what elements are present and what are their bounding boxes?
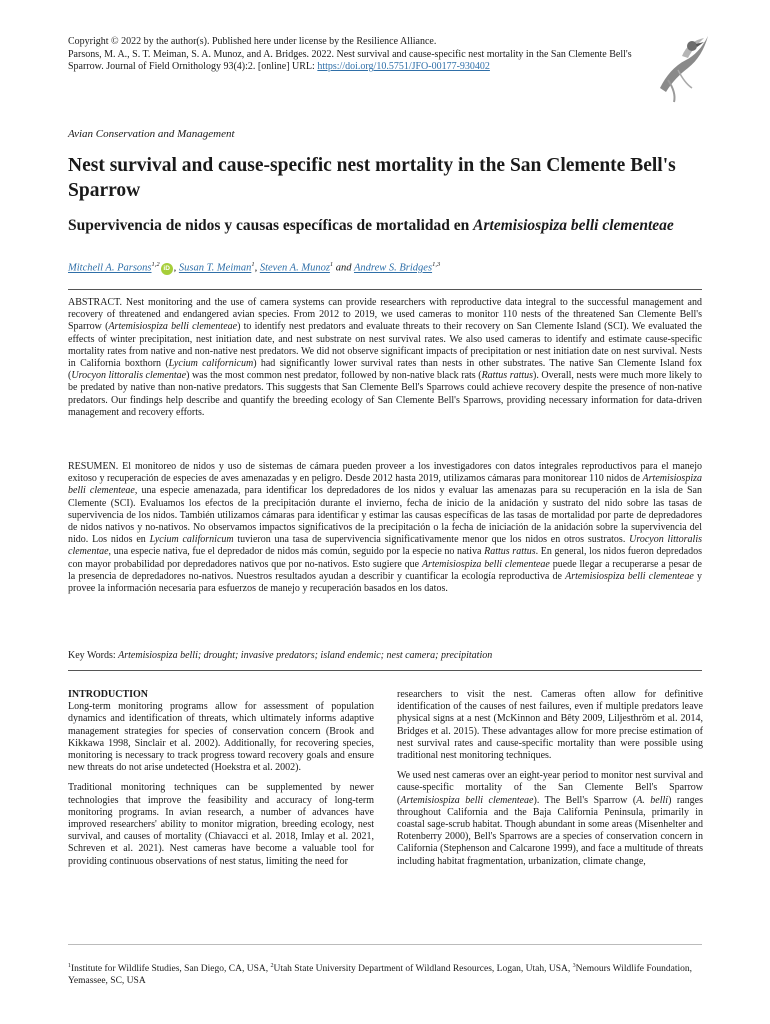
affiliation-marker: 2 [270, 963, 274, 969]
resumen-text: puede llegar a recuperarse a pesar de la presencia de depredadores no-nativos. Nuestros resultados ayudan a describir y cuantificar la ecología reproductiva de [68, 558, 702, 582]
author-affiliation: 1 [329, 261, 334, 268]
author-affiliation: 1,3 [432, 261, 441, 268]
author-name[interactable]: Susan T. Meiman [178, 262, 252, 274]
resumen-text: tuvieron una tasa de supervivencia significativamente menor que los nidos en otros sustratos. [233, 534, 630, 546]
abstract-text: Nest monitoring and the use of camera systems can provide researchers with reproductive data integral to the successful management and recovery of threatened and endangered avian species. From 2012 to 2019, we used cameras to monitor 110 nests of the threatened San Clemente Bell's Sparrow ( [68, 297, 702, 333]
species-name: A. belli [636, 794, 669, 806]
species-name: Urocyon littoralis clementae [68, 534, 702, 558]
body-column-right [397, 689, 703, 876]
doi-link[interactable]: https://doi.org/10.5751/JFO-00177-930402 [317, 61, 490, 73]
affiliation-text: Utah State University Department of Wildland Resources, Logan, Utah, USA, [273, 964, 573, 975]
affiliation-marker: 3 [572, 963, 576, 969]
article-title: Nest survival and cause-specific nest mortality in the San Clemente Bell's Sparrow [68, 155, 676, 201]
divider [68, 289, 702, 290]
affiliations-footnote [68, 960, 702, 987]
resumen-label: RESUMEN. [68, 461, 119, 472]
author-name[interactable]: Mitchell A. Parsons [68, 262, 152, 274]
body-column-left [68, 689, 374, 876]
section-heading: INTRODUCTION [68, 689, 149, 700]
affiliation-text: Institute for Wildlife Studies, San Diego, CA, USA, [71, 964, 271, 975]
author-name[interactable]: Andrew S. Bridges [353, 262, 433, 274]
species-name: Artemisiospiza belli clementeae [108, 321, 238, 333]
keywords-text: Artemisiospiza belli; drought; invasive predators; island endemic; nest camera; precipitation [118, 650, 493, 661]
subtitle-species: Artemisiospiza belli clementeae [473, 217, 674, 234]
body-text: We used nest cameras over an eight-year period to monitor nest survival and cause-specific mortality of the San Clemente Bell's Sparrow ( [397, 770, 703, 806]
resumen-text: , una especie nativa, fue el depredador de nidos más común, seguido por la especie no nativa [108, 546, 485, 558]
subtitle-prefix: Supervivencia de nidos y causas específicas de mortalidad en [68, 217, 474, 234]
species-name: Rattus rattus [484, 546, 536, 558]
body-paragraph: researchers to visit the nest. Cameras often allow for definitive identification of the causes of nest failures, even if multiple predators leave physical signs at a nest (McKinnon and Bêty 2009, Liljesthröm et al. 2014, Bridges et al. 2015). These advantages allow for more precise estimation of nest survival rates and cause-specific mortality than were possible using traditional nest monitoring techniques. [397, 689, 703, 762]
species-name: Urocyon littoralis clementae [71, 370, 187, 382]
orcid-icon[interactable]: iD [161, 263, 173, 275]
species-name: Artemisiospiza belli clementeae [565, 570, 694, 582]
resumen-text: El monitoreo de nidos y uso de sistemas de cámara pueden proveer a los investigadores con datos integrales reproductivos para el manejo exitoso y recuperación de especies de aves amenazadas y en peligro. Desde 2012 hasta 2019, utilizamos cámaras para monitorear 110 nidos de [68, 461, 702, 485]
body-paragraph: Traditional monitoring techniques can be supplemented by newer technologies that improve the feasibility and accuracy of long-term monitoring programs. In avian research, a number of advances have improved researchers' ability to monitor migration, breeding ecology, nest survival, and causes of mortality (Chiavacci et al. 2018, Imlay et al. 2021, Schreven et al. 2021). Nest cameras have become a valuable tool for providing continuous observations of nest status, limiting the need for [68, 782, 374, 867]
species-name: Artemisiospiza belli clementeae [421, 558, 550, 570]
affiliation-marker: 1 [68, 963, 71, 969]
body-text: ) ranges throughout California and the Baja California Peninsula, primarily in coastal sage-scrub habitat. Though abundant in some areas (Misenhelter and Rotenberry 2000), Bell's Sparrows are a species of conservation concern in California (Stephenson and Calcarone 1999), and face a multitude of threats including habitat fragmentation, urbanization, climate change, [397, 794, 703, 867]
resumen [68, 461, 702, 595]
journal-bird-logo [652, 26, 714, 104]
species-name: Lycium californicum [149, 534, 234, 546]
species-name: Lycium californicum [168, 358, 254, 370]
copyright-line: Copyright © 2022 by the author(s). Published here under license by the Resilience Alliance. [68, 36, 437, 47]
citation-text: Parsons, M. A., S. T. Meiman, S. A. Munoz, and A. Bridges. 2022. Nest survival and cause-specific nest mortality in the San Clemente Bell's Sparrow. Journal of Field Ornithology 93(4):2. [online] URL: [68, 48, 632, 73]
abstract-text: ). Overall, nests were much more likely to be predated by native than non-native predators. This suggests that San Clemente Bell's Sparrows could achieve recovery despite the presence of non-native predators. Our findings help describe and quantify the breeding ecology of San Clemente Bell's Sparrows, providing necessary information for data-driven management and recovery efforts. [68, 370, 703, 418]
copyright-header [68, 36, 648, 74]
resumen-text: , una especie amenazada, para identificar los depredadores de los nidos y evaluar las amenazas para su recuperación en la isla de San Clemente (SCI). Evaluamos los efectos de la precipitación durante el invierno, fecha de inicio de la anidación y sustrato del nido sobre las tasas de supervivencia de los nidos. También utilizamos cámaras para identificar y estimar las causas específicas de las tasas de mortalidad por parte de depredadores de nidos nativos y no-nativos. No observamos impactos significativos de la precipitación o la fecha de iniciación de la anidación sobre la supervivencia del nido. Los nidos en [68, 485, 702, 546]
author-list: Mitchell A. Parsons$^{1,2}$ iD , Susan T. Meiman$^1$, Steven A. Munoz$^1$ and Andrew S. Bridges$^{1,3}$ [68, 261, 441, 274]
divider [68, 670, 702, 671]
resumen-text: . En general, los nidos fueron depredados con mayor probabilidad por depredadores nativos que por no-nativos. Esto sugiere que [68, 546, 702, 570]
abstract-text: ) to identify nest predators and evaluate threats to their recovery on San Clemente Island (SCI). We evaluated the effects of winter precipitation, nest initiation date, and nest substrate on nest survival rates. We also used cameras to identify and estimate cause-specific mortality rates from native and non-native nest predators. We did not observe significant impacts of precipitation or nest initiation date on nest survival. Nests in California boxthorn ( [68, 321, 702, 370]
affiliation-text: Nemours Wildlife Foundation, Yemassee, SC, USA [68, 964, 692, 987]
species-name: Artemisiospiza belli clementeae [68, 473, 702, 497]
abstract-text: ) had significantly lower survival rates than nests in other substrates. The native San Clemente Island fox ( [68, 358, 702, 382]
abstract [68, 297, 702, 419]
article-subtitle-spanish [68, 216, 688, 235]
body-paragraph [397, 770, 703, 868]
footnote-divider [68, 944, 702, 945]
keywords [68, 650, 702, 662]
body-paragraph: Long-term monitoring programs allow for assessment of population dynamics and identification of threats, which ultimately informs adaptive management strategies for species of conservation concern (Brook and Kikkawa 1998, Sinclair et al. 2002). Additionally, for recovering species, monitoring is necessary to track progress toward recovery goals and ensure new threats do not arise undetected (Hoekstra et al. 2002). [68, 701, 374, 774]
citation-line [68, 49, 648, 74]
resumen-text: y provee la información necesaria para esfuerzos de manejo y recuperación basados en los datos. [68, 570, 702, 595]
article-category: Avian Conservation and Management [68, 128, 235, 140]
abstract-label: ABSTRACT. [68, 297, 122, 308]
author-affiliation: 1,2 [151, 261, 160, 268]
species-name: Artemisiospiza belli clementeae [400, 794, 534, 806]
authors-and: and [333, 262, 354, 274]
keywords-label: Key Words: [68, 650, 119, 661]
species-name: Rattus rattus [481, 370, 534, 382]
abstract-text: ) was the most common nest predator, followed by non-native black rats ( [186, 370, 482, 382]
author-affiliation: 1 [251, 261, 255, 268]
author-name[interactable]: Steven A. Munoz [259, 262, 330, 274]
body-text: ). The Bell's Sparrow ( [533, 794, 637, 806]
